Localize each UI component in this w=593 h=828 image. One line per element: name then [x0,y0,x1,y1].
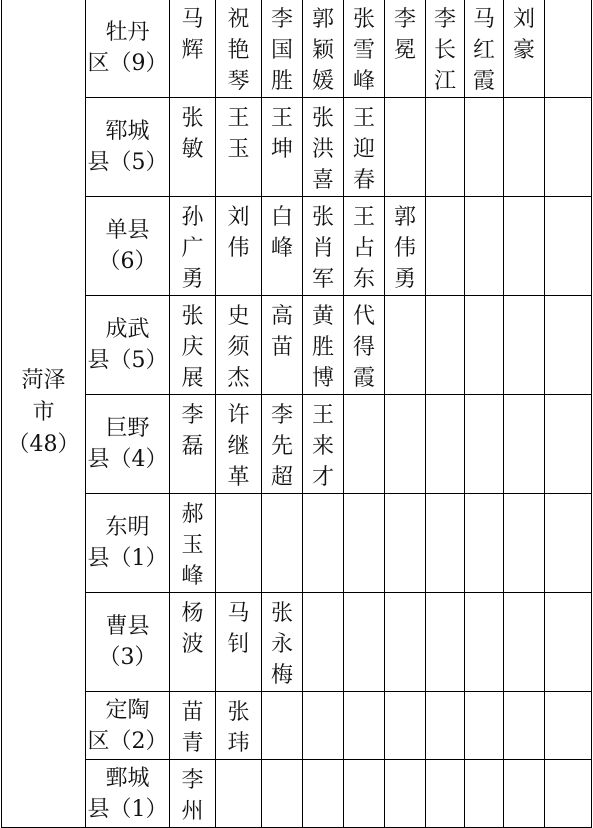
person-name: 马 钊 [227,601,250,657]
empty-cell [545,494,592,593]
person-name: 马 红 霞 [472,7,495,94]
name-cell [216,98,262,197]
person-name: 郝 玉 峰 [181,502,204,589]
person-name: 白 峰 [270,205,293,261]
empty-cell [465,296,504,395]
table-row [2,0,592,98]
person-name: 张 肖 军 [311,205,334,292]
empty-cell [303,760,344,828]
empty-cell [465,98,504,197]
empty-cell [426,494,465,593]
name-cell [303,0,344,98]
empty-cell [385,296,426,395]
empty-cell [385,395,426,494]
empty-cell [344,692,385,760]
name-cell [262,395,303,494]
empty-cell [426,296,465,395]
empty-cell [426,98,465,197]
name-cell [170,98,216,197]
city-name: 菏泽 市 （48） [7,368,80,457]
empty-cell [465,760,504,828]
empty-cell [303,494,344,593]
person-name: 王 坤 [270,106,293,162]
name-cell [385,0,426,98]
empty-cell [216,494,262,593]
name-cell [465,0,504,98]
county-label: 曹县 （3） [98,614,157,670]
empty-cell [216,760,262,828]
empty-cell [262,760,303,828]
table-row [2,197,592,296]
county-label: 东明 县（1） [87,515,168,571]
person-name: 黄 胜 博 [311,304,334,391]
empty-cell [426,593,465,692]
empty-cell [465,593,504,692]
county-label: 成武 县（5） [87,317,168,373]
name-cell [216,395,262,494]
county-cell [86,98,170,197]
empty-cell [545,395,592,494]
empty-cell [504,296,545,395]
empty-cell [465,197,504,296]
person-name: 李 州 [181,768,204,824]
empty-cell [504,98,545,197]
person-name: 李 长 江 [433,7,456,94]
person-name: 马 辉 [181,7,204,63]
name-cell [303,197,344,296]
name-cell [344,0,385,98]
name-cell [344,197,385,296]
table-row [2,494,592,593]
name-cell [262,197,303,296]
county-label: 单县 （6） [98,218,157,274]
empty-cell [344,395,385,494]
person-name: 李 冕 [393,7,416,63]
county-label: 定陶 区（2） [87,697,168,754]
empty-cell [426,692,465,760]
name-cell [170,760,216,828]
empty-cell [385,593,426,692]
person-name: 张 永 梅 [270,601,293,688]
empty-cell [426,760,465,828]
name-cell [385,197,426,296]
name-cell [170,197,216,296]
person-name: 张 庆 展 [181,304,204,391]
empty-cell [426,395,465,494]
empty-cell [465,395,504,494]
table-body [2,0,592,828]
county-cell [86,760,170,828]
empty-cell [545,0,592,98]
name-cell [504,0,545,98]
county-label: 郓城 县（5） [87,119,168,175]
empty-cell [545,98,592,197]
name-cell [170,0,216,98]
county-cell [86,0,170,98]
empty-cell [545,593,592,692]
name-cell [344,296,385,395]
empty-cell [545,197,592,296]
person-name: 代 得 霞 [352,304,375,391]
county-cell [86,692,170,760]
empty-cell [504,593,545,692]
name-cell [216,593,262,692]
empty-cell [465,494,504,593]
name-cell [170,494,216,593]
name-cell [426,0,465,98]
county-cell [86,593,170,692]
person-name: 郭 颖 媛 [311,7,334,94]
name-cell [170,395,216,494]
name-cell [262,98,303,197]
person-name: 李 先 超 [270,403,293,490]
name-cell [303,395,344,494]
table-row [2,593,592,692]
person-name: 苗 青 [181,700,204,756]
name-cell [216,296,262,395]
person-name: 郭 伟 勇 [393,205,416,292]
person-name: 高 苗 [270,304,293,360]
empty-cell [344,593,385,692]
name-cell [262,296,303,395]
person-name: 李 国 胜 [270,7,293,94]
city-cell [2,0,86,828]
person-name: 王 占 东 [352,205,375,292]
person-name: 杨 波 [181,601,204,657]
person-name: 刘 豪 [512,7,535,63]
table-row [2,692,592,760]
empty-cell [545,296,592,395]
empty-cell [303,692,344,760]
name-cell [170,593,216,692]
empty-cell [262,692,303,760]
person-name: 张 玮 [227,700,250,756]
person-name: 刘 伟 [227,205,250,261]
person-name: 张 敏 [181,106,204,162]
empty-cell [344,494,385,593]
empty-cell [262,494,303,593]
empty-cell [504,197,545,296]
empty-cell [426,197,465,296]
county-cell [86,296,170,395]
name-cell [170,692,216,760]
name-cell [262,0,303,98]
person-name: 王 迎 春 [352,106,375,193]
empty-cell [385,692,426,760]
empty-cell [504,395,545,494]
empty-cell [465,692,504,760]
person-name: 王 来 才 [311,403,334,490]
name-cell [262,593,303,692]
person-name: 孙 广 勇 [181,205,204,292]
empty-cell [385,760,426,828]
county-cell [86,395,170,494]
empty-cell [545,760,592,828]
person-name: 张 洪 喜 [311,106,334,193]
empty-cell [344,760,385,828]
county-label: 牡丹 区（9） [87,20,168,76]
table-row [2,98,592,197]
person-name: 史 须 杰 [227,304,250,391]
county-cell [86,197,170,296]
county-label: 巨野 县（4） [87,416,168,472]
table-row [2,395,592,494]
empty-cell [385,494,426,593]
empty-cell [504,494,545,593]
empty-cell [385,98,426,197]
person-name: 李 磊 [181,403,204,459]
table-row [2,296,592,395]
person-name: 祝 艳 琴 [227,7,250,94]
empty-cell [303,593,344,692]
personnel-table [1,0,592,828]
county-label: 鄄城 县（1） [87,765,168,822]
empty-cell [545,692,592,760]
person-name: 张 雪 峰 [352,7,375,94]
name-cell [303,296,344,395]
empty-cell [504,692,545,760]
empty-cell [504,760,545,828]
person-name: 王 玉 [227,106,250,162]
name-cell [216,197,262,296]
name-cell [170,296,216,395]
name-cell [303,98,344,197]
name-cell [344,98,385,197]
name-cell [216,692,262,760]
county-cell [86,494,170,593]
table-row [2,760,592,828]
name-cell [216,0,262,98]
person-name: 许 继 革 [227,403,250,490]
